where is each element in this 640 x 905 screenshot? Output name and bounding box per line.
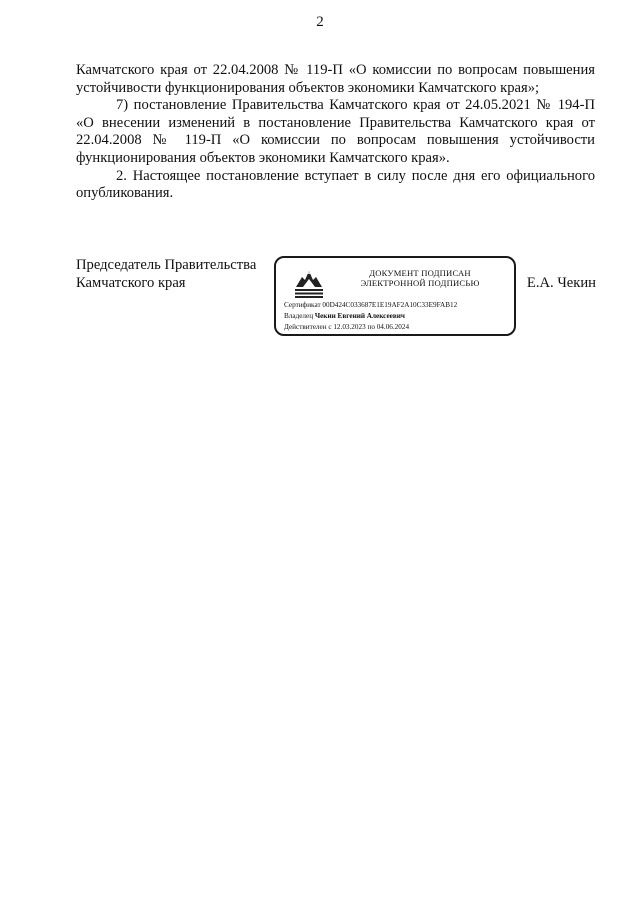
paragraph-item-7: 7) постановление Правительства Камчатского края от 24.05.2021 № 194-П «О внесении изменений в постановление Правительства Камчатского края от 22.04.2008 № 119-П «О комиссии по вопросам повышения устойчивости функционирования объектов экономики Камчатского края». — [76, 97, 595, 166]
signatory-name: Е.А. Чекин — [526, 275, 596, 291]
signatory-title-line1: Председатель Правительства — [76, 257, 257, 273]
owner-label: Владелец — [284, 312, 314, 320]
electronic-signature-stamp — [274, 256, 516, 336]
stamp-validity-line: Действителен с 12.03.2023 по 04.06.2024 — [284, 323, 410, 331]
stamp-heading-line1: ДОКУМЕНТ ПОДПИСАН — [369, 268, 471, 278]
body-text — [76, 62, 595, 203]
owner-value: Чекин Евгений Алексеевич — [314, 312, 405, 320]
stamp-heading-line2: ЭЛЕКТРОННОЙ ПОДПИСЬЮ — [360, 278, 480, 288]
certificate-value: 00D424C033687E1E19AF2A10C33E9FAB12 — [322, 301, 458, 309]
paragraph-effective-date: 2. Настоящее постановление вступает в силу после дня его официального опубликования. — [76, 167, 595, 202]
signatory-title-line2: Камчатского края — [76, 275, 186, 291]
stamp-certificate-line — [284, 300, 512, 311]
paragraph-continuation: Камчатского края от 22.04.2008 № 119-П «О комиссии по вопросам повышения устойчивости функционирования объектов экономики Камчатского края»; — [76, 62, 595, 96]
stamp-owner-line — [284, 311, 512, 322]
kamchatka-emblem-icon — [292, 265, 326, 299]
page-number: 2 — [316, 14, 324, 30]
certificate-label: Сертификат — [284, 301, 321, 309]
signatory-title — [76, 256, 256, 292]
stamp-details — [284, 300, 512, 333]
signature-block — [76, 256, 596, 346]
stamp-heading — [334, 268, 506, 288]
